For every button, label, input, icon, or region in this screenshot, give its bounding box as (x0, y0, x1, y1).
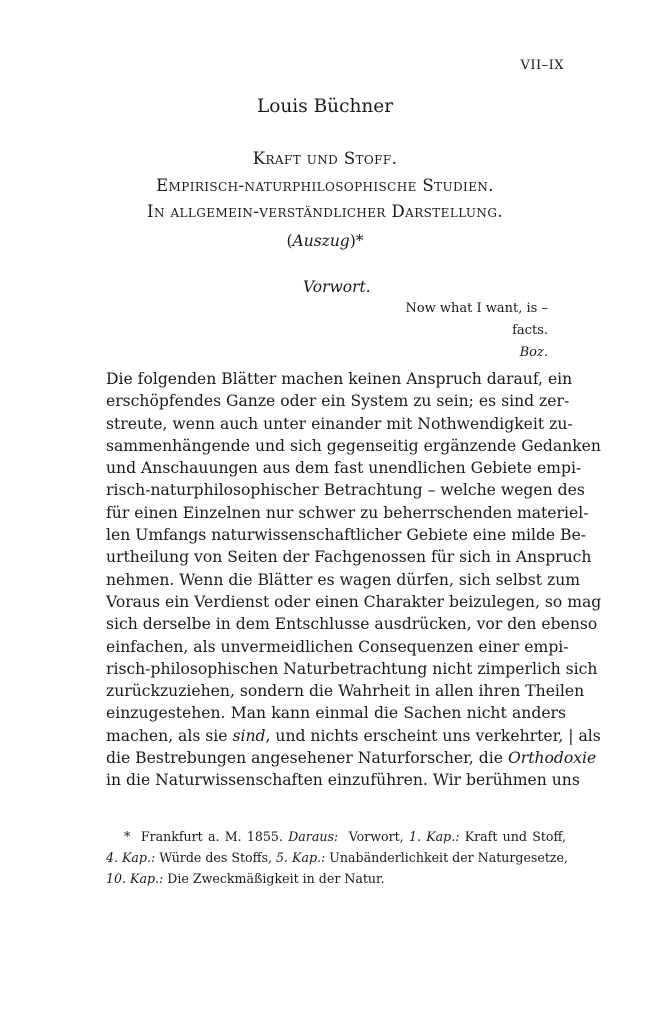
body-line: in die Naturwissenschaften einzuführen. Wir berühmen uns (106, 771, 580, 790)
body-line (106, 725, 601, 747)
epigraph-source: Boz. (519, 345, 548, 360)
author-name: Louis Büchner (256, 96, 394, 117)
book-title (0, 146, 650, 226)
preface-heading: Vorwort. (303, 278, 371, 296)
body-line: und Anschauungen aus dem fast unendlichen Gebiete empi- (106, 459, 582, 478)
excerpt-label: (Auszug)* (286, 232, 364, 250)
body-line: einfachen, als unvermeidlichen Consequenzen einer empi- (106, 637, 569, 656)
footnote-text: Würde des Stoffs, (159, 850, 273, 865)
body-text-segment: machen, als sie (106, 726, 233, 745)
body-line: streute, wenn auch unter einander mit Nothwendigkeit zu- (106, 414, 573, 433)
body-line: risch-naturphilosophischer Betrachtung – welche wegen des (106, 481, 585, 500)
footnote-text: Vorwort, (348, 829, 404, 844)
excerpt-footnote-marker: * (355, 232, 364, 250)
body-line: für einen Einzelnen nur schwer zu beherrschenden materiel- (106, 503, 589, 522)
body-line: urtheilung von Seiten der Fachgenossen für sich in Anspruch (106, 548, 592, 567)
footnote-text: Die Zweckmäßigkeit in der Natur. (167, 871, 385, 886)
footnote-marker: * (124, 829, 131, 844)
body-line: Die folgenden Blätter machen keinen Anspruch darauf, ein (106, 370, 573, 388)
body-line: len Umfangs naturwissenschaftlicher Gebiete eine milde Be- (106, 526, 587, 545)
body-line (106, 747, 597, 769)
body-line: Voraus ein Verdienst oder einen Charakter beizulegen, so mag (106, 592, 602, 611)
footnote-emphasis: 10. Kap.: (106, 871, 164, 886)
title-line-1: Kraft und Stoff. (252, 149, 398, 168)
footnote-line (106, 868, 566, 889)
footnote-text: Kraft und Stoff, (464, 829, 566, 844)
title-line-2: Empirisch-naturphilosophische Studien. (156, 175, 494, 195)
body-line: risch-philosophischen Naturbetrachtung nicht zimperlich sich (106, 659, 598, 678)
footnote-line (106, 826, 566, 847)
body-text-segment: , und nichts erscheint uns verkehrter, | als (265, 726, 601, 745)
excerpt-text: Auszug (292, 232, 350, 250)
body-emphasis: sind (232, 726, 266, 745)
body-line: sich derselbe in dem Entschlusse ausdrücken, vor den ebenso (106, 615, 598, 634)
body-line: nehmen. Wenn die Blätter es wagen dürfen, sich selbst zum (106, 570, 581, 589)
body-paragraph (106, 368, 602, 792)
page-number: VII–IX (520, 58, 564, 73)
body-line: erschöpfendes Ganze oder ein System zu sein; es sind zer- (106, 392, 570, 411)
title-line-3: In allgemein-verständlicher Darstellung. (147, 202, 503, 221)
footnote-emphasis: 1. Kap.: (408, 829, 460, 844)
epigraph (372, 298, 548, 364)
body-line: einzugestehen. Man kann einmal die Sachen nicht anders (106, 704, 566, 723)
footnote (106, 826, 566, 889)
footnote-emphasis: Daraus: (288, 829, 339, 844)
footnote-text: Unabänderlichkeit der Naturgesetze, (329, 850, 568, 865)
footnote-emphasis: 4. Kap.: (106, 850, 156, 865)
body-line: sammenhängende und sich gegenseitig ergänzende Gedanken (106, 436, 601, 455)
epigraph-quote: Now what I want, is – facts. (405, 301, 548, 338)
footnote-line (106, 847, 566, 868)
body-line: zurückzuziehen, sondern die Wahrheit in allen ihren Theilen (106, 682, 585, 701)
body-emphasis: Orthodoxie (507, 749, 597, 768)
footnote-emphasis: 5. Kap.: (276, 850, 326, 865)
body-text-segment: die Bestrebungen angesehener Naturforscher, die (106, 749, 508, 768)
footnote-place: Frankfurt a. M. 1855. (140, 829, 283, 844)
